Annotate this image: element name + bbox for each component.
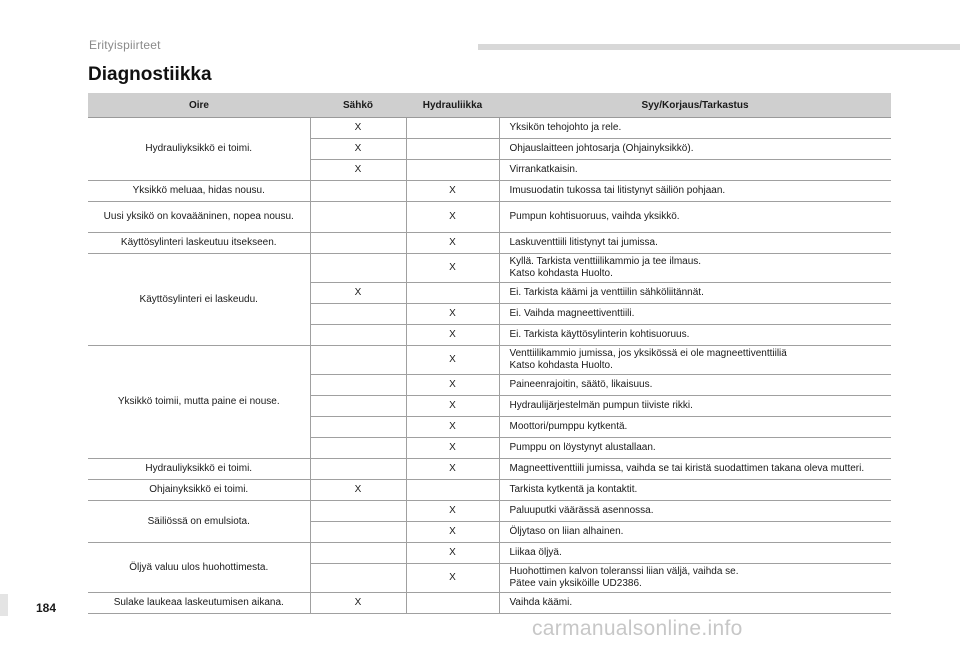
column-header-symptom: Oire	[88, 93, 310, 118]
column-header-cause: Syy/Korjaus/Tarkastus	[499, 93, 891, 118]
cause-text: Liikaa öljyä.	[509, 547, 562, 558]
table-row	[88, 346, 891, 375]
cause-text: Ei. Vaihda magneettiventtiili.	[509, 308, 635, 319]
table-row	[88, 202, 891, 233]
diagnostics-table-container	[88, 93, 891, 614]
hydraulic-cell	[406, 480, 499, 501]
hydraulic-cell: X	[406, 233, 499, 254]
hydraulic-cell: X	[406, 181, 499, 202]
hydraulic-cell	[406, 160, 499, 181]
table-row	[88, 118, 891, 139]
cause-text: Kyllä. Tarkista venttiilikammio ja tee ilmaus.	[509, 256, 702, 267]
hydraulic-cell	[406, 139, 499, 160]
cause-text: Ei. Tarkista käyttösylinterin kohtisuoruus.	[509, 329, 690, 340]
page-title: Diagnostiikka	[88, 64, 212, 85]
cause-cell	[499, 396, 891, 417]
electric-cell	[310, 564, 406, 593]
hydraulic-cell: X	[406, 564, 499, 593]
cause-cell	[499, 160, 891, 181]
cause-text: Venttiilikammio jumissa, jos yksikössä ei ole magneettiventtiiliä	[509, 348, 787, 359]
cause-cell	[499, 522, 891, 543]
hydraulic-cell: X	[406, 543, 499, 564]
cause-cell	[499, 480, 891, 501]
cause-text: Laskuventtiili litistynyt tai jumissa.	[509, 237, 658, 248]
cause-text: Yksikön tehojohto ja rele.	[509, 122, 622, 133]
table-row	[88, 543, 891, 564]
page-marker	[0, 594, 8, 616]
diagnostics-table	[88, 93, 891, 614]
cause-cell	[499, 417, 891, 438]
symptom-cell: Yksikkö meluaa, hidas nousu.	[88, 181, 310, 202]
cause-cell	[499, 233, 891, 254]
electric-cell	[310, 233, 406, 254]
symptom-cell: Yksikkö toimii, mutta paine ei nouse.	[88, 346, 310, 459]
cause-cell	[499, 543, 891, 564]
electric-cell	[310, 417, 406, 438]
electric-cell	[310, 438, 406, 459]
table-header-row	[88, 93, 891, 118]
electric-cell	[310, 202, 406, 233]
electric-cell	[310, 501, 406, 522]
electric-cell: X	[310, 160, 406, 181]
cause-text-line2: Katso kohdasta Huolto.	[509, 268, 613, 279]
table-row	[88, 254, 891, 283]
cause-text: Magneettiventtiili jumissa, vaihda se tai kiristä suodattimen takana oleva mutteri.	[509, 463, 865, 474]
cause-cell	[499, 202, 891, 233]
electric-cell	[310, 346, 406, 375]
hydraulic-cell	[406, 283, 499, 304]
cause-text-line2: Katso kohdasta Huolto.	[509, 360, 613, 371]
cause-text: Tarkista kytkentä ja kontaktit.	[509, 484, 638, 495]
page-number: 184	[36, 601, 57, 615]
symptom-cell: Hydrauliyksikkö ei toimi.	[88, 459, 310, 480]
cause-cell	[499, 593, 891, 614]
electric-cell	[310, 543, 406, 564]
table-row	[88, 181, 891, 202]
cause-text: Pumppu on löystynyt alustallaan.	[509, 442, 656, 453]
electric-cell	[310, 396, 406, 417]
hydraulic-cell: X	[406, 375, 499, 396]
table-body	[88, 118, 891, 614]
column-header-electric: Sähkö	[310, 93, 406, 118]
hydraulic-cell: X	[406, 417, 499, 438]
hydraulic-cell: X	[406, 459, 499, 480]
hydraulic-cell: X	[406, 438, 499, 459]
electric-cell	[310, 181, 406, 202]
cause-text: Moottori/pumppu kytkentä.	[509, 421, 628, 432]
cause-cell	[499, 501, 891, 522]
cause-cell	[499, 564, 891, 593]
table-row	[88, 233, 891, 254]
hydraulic-cell: X	[406, 396, 499, 417]
hydraulic-cell: X	[406, 501, 499, 522]
cause-text: Öljytaso on liian alhainen.	[509, 526, 624, 537]
cause-cell	[499, 459, 891, 480]
symptom-cell: Öljyä valuu ulos huohottimesta.	[88, 543, 310, 593]
cause-cell	[499, 438, 891, 459]
cause-cell	[499, 181, 891, 202]
table-row	[88, 593, 891, 614]
cause-cell	[499, 118, 891, 139]
hydraulic-cell: X	[406, 325, 499, 346]
electric-cell: X	[310, 283, 406, 304]
hydraulic-cell: X	[406, 522, 499, 543]
watermark: carmanualsonline.info	[532, 617, 743, 640]
cause-cell	[499, 254, 891, 283]
cause-text: Virrankatkaisin.	[509, 164, 578, 175]
cause-text-line2: Pätee vain yksiköille UD2386.	[509, 578, 642, 589]
electric-cell: X	[310, 139, 406, 160]
electric-cell: X	[310, 593, 406, 614]
table-row	[88, 480, 891, 501]
electric-cell	[310, 254, 406, 283]
cause-text: Hydraulijärjestelmän pumpun tiiviste rikki.	[509, 400, 693, 411]
hydraulic-cell: X	[406, 202, 499, 233]
electric-cell	[310, 325, 406, 346]
symptom-cell: Käyttösylinteri laskeutuu itsekseen.	[88, 233, 310, 254]
electric-cell: X	[310, 480, 406, 501]
cause-text: Vaihda käämi.	[509, 597, 573, 608]
cause-cell	[499, 325, 891, 346]
electric-cell	[310, 304, 406, 325]
cause-cell	[499, 283, 891, 304]
electric-cell	[310, 375, 406, 396]
symptom-cell: Ohjainyksikkö ei toimi.	[88, 480, 310, 501]
cause-text: Ohjauslaitteen johtosarja (Ohjainyksikkö).	[509, 143, 694, 154]
cause-text: Paluuputki väärässä asennossa.	[509, 505, 654, 516]
symptom-cell: Hydrauliyksikkö ei toimi.	[88, 118, 310, 181]
electric-cell	[310, 522, 406, 543]
column-header-hydraulic: Hydrauliikka	[406, 93, 499, 118]
cause-text: Pumpun kohtisuoruus, vaihda yksikkö.	[509, 211, 680, 222]
cause-text: Imusuodatin tukossa tai litistynyt säiliön pohjaan.	[509, 185, 726, 196]
symptom-cell: Käyttösylinteri ei laskeudu.	[88, 254, 310, 346]
table-row	[88, 501, 891, 522]
electric-cell	[310, 459, 406, 480]
cause-text: Huohottimen kalvon toleranssi liian väljä, vaihda se.	[509, 566, 739, 577]
symptom-cell: Uusi yksikö on kovaääninen, nopea nousu.	[88, 202, 310, 233]
hydraulic-cell: X	[406, 346, 499, 375]
hydraulic-cell: X	[406, 304, 499, 325]
cause-cell	[499, 346, 891, 375]
hydraulic-cell	[406, 593, 499, 614]
electric-cell: X	[310, 118, 406, 139]
symptom-cell: Sulake laukeaa laskeutumisen aikana.	[88, 593, 310, 614]
hydraulic-cell: X	[406, 254, 499, 283]
cause-cell	[499, 304, 891, 325]
cause-cell	[499, 139, 891, 160]
hydraulic-cell	[406, 118, 499, 139]
header-bar	[478, 44, 960, 50]
cause-text: Paineenrajoitin, säätö, likaisuus.	[509, 379, 653, 390]
symptom-cell: Säiliössä on emulsiota.	[88, 501, 310, 543]
cause-text: Ei. Tarkista käämi ja venttiilin sähköliitännät.	[509, 287, 704, 298]
table-row	[88, 459, 891, 480]
section-label: Erityispiirteet	[89, 38, 161, 52]
cause-cell	[499, 375, 891, 396]
